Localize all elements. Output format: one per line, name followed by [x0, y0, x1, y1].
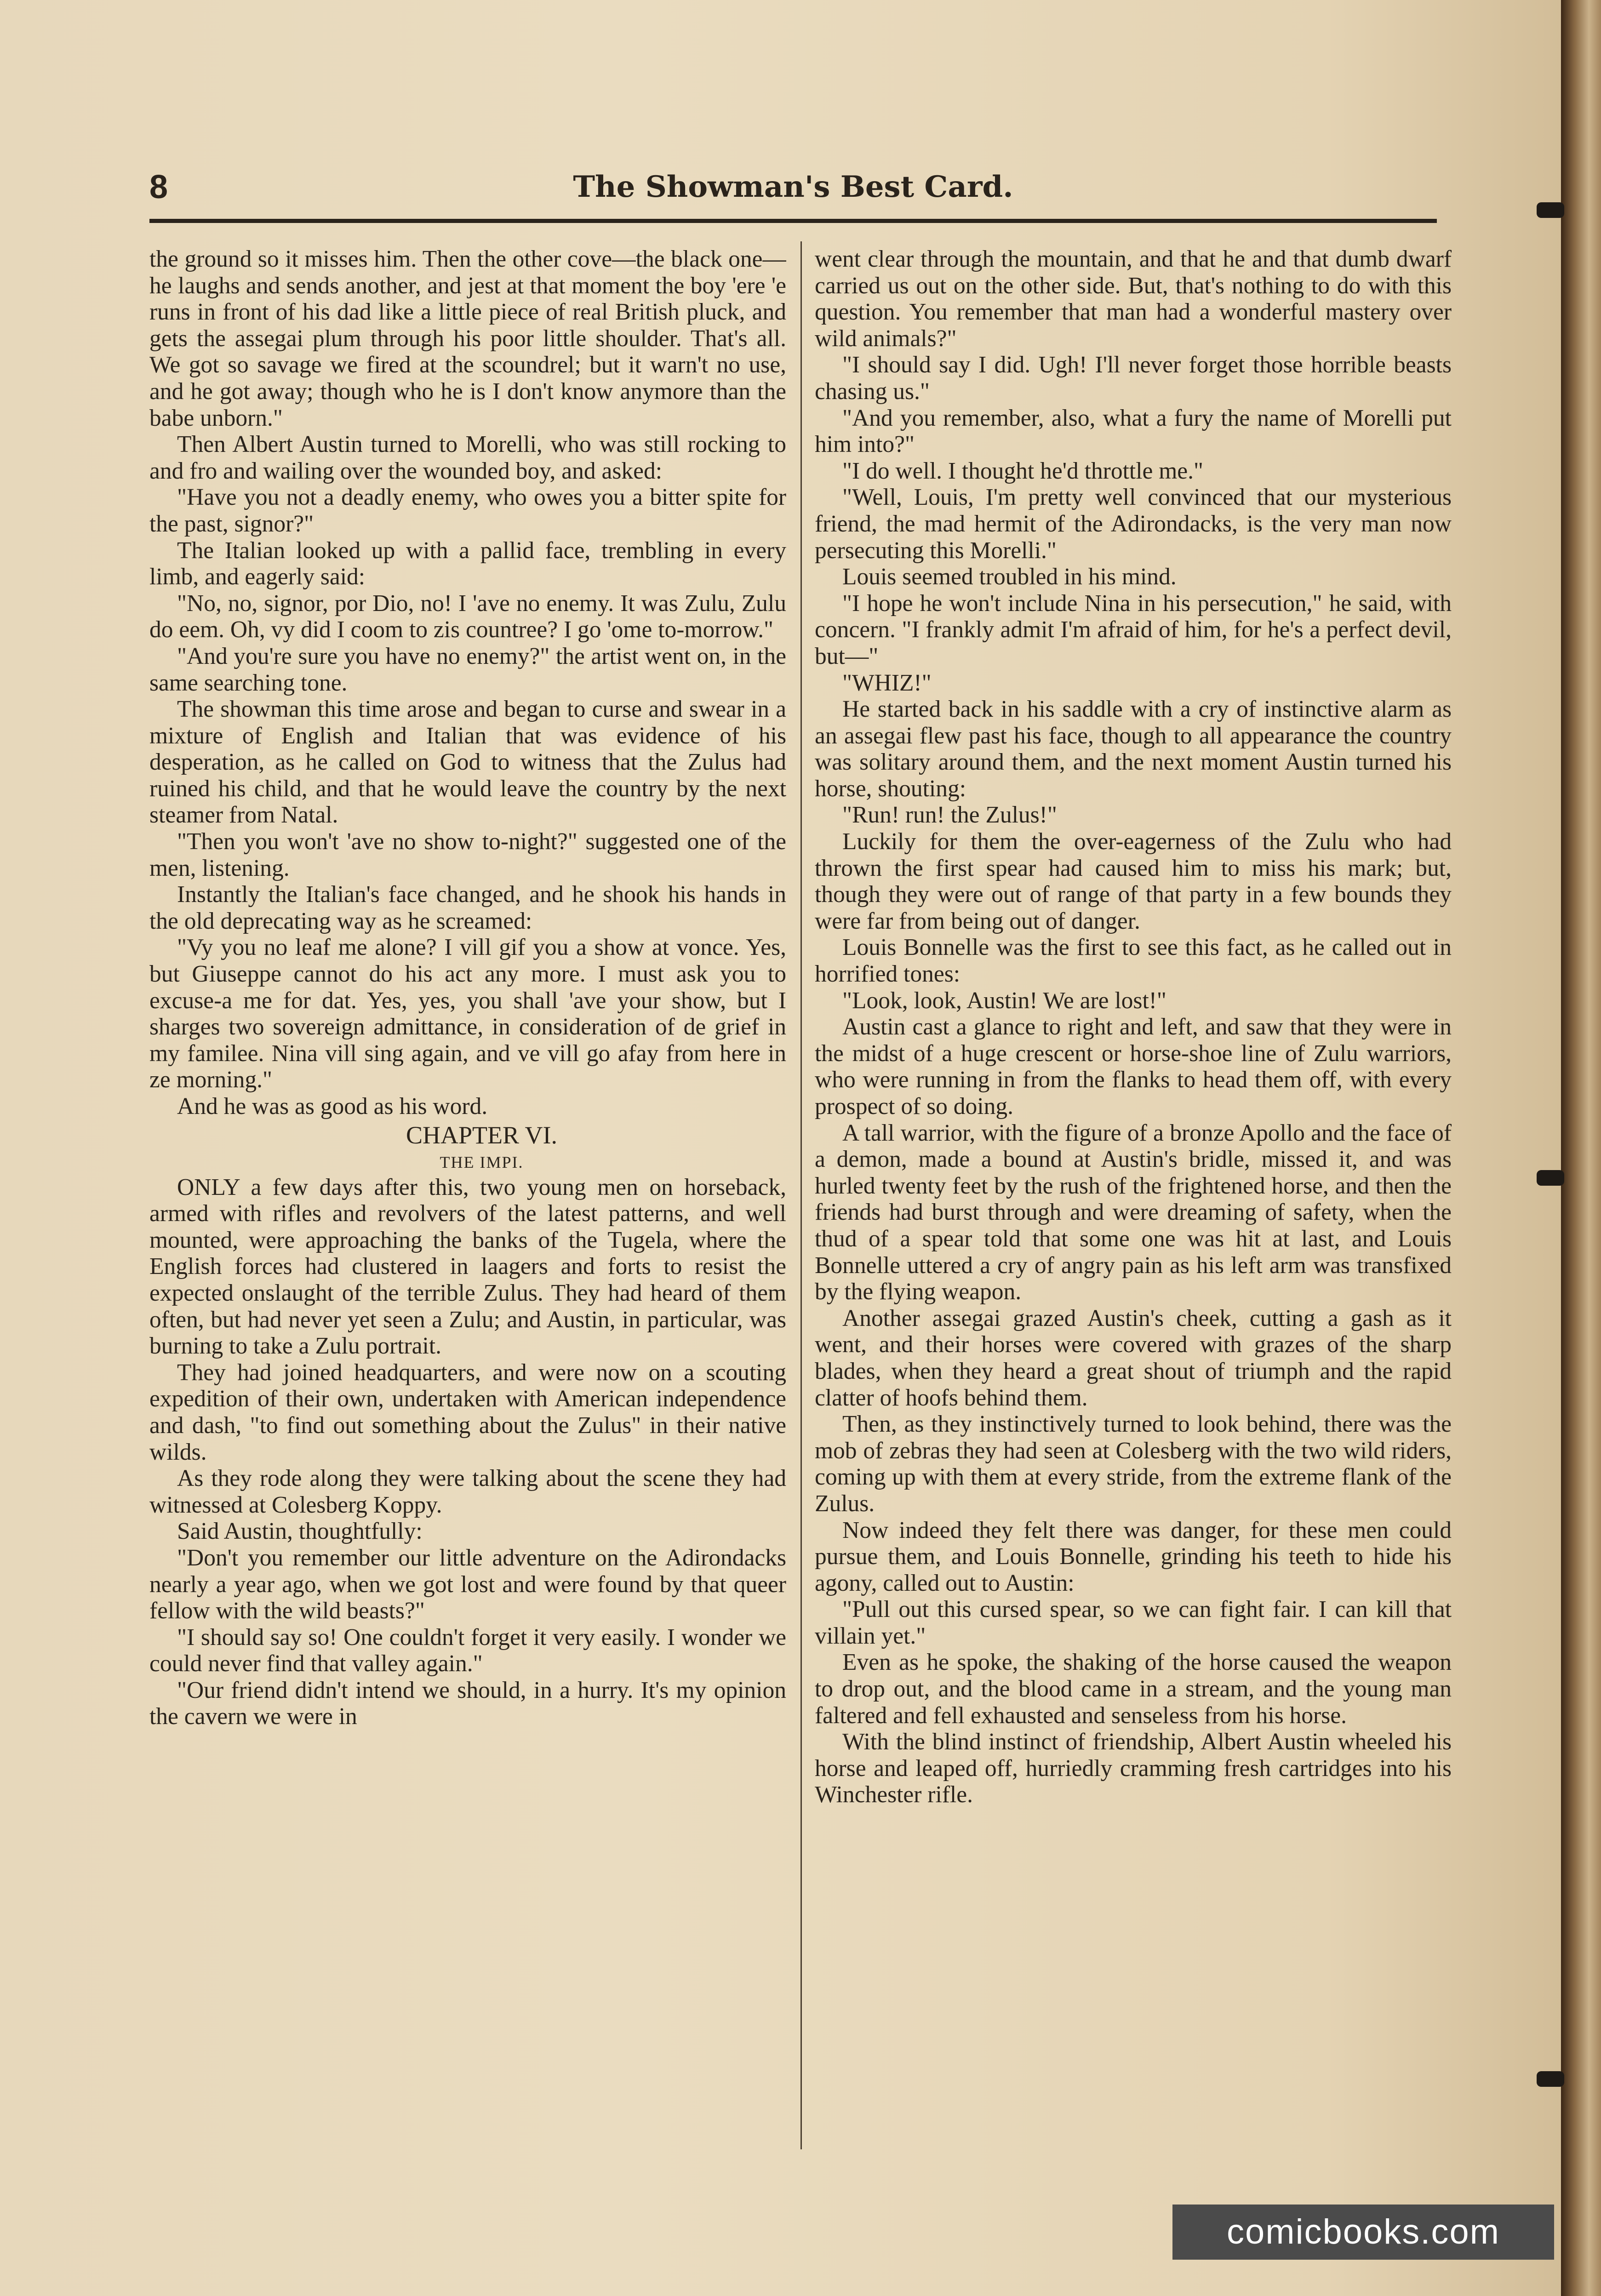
running-title: The Showman's Best Card. [573, 170, 1013, 204]
column-divider [800, 241, 802, 2149]
page-number: 8 [149, 169, 168, 206]
paragraph: Now indeed they felt there was danger, for these men could pursue them, and Louis Bonnelle, grinding his teeth to hide his agony, called out to Austin: [815, 1517, 1452, 1596]
paragraph: "And you're sure you have no enemy?" the artist went on, in the same searching tone. [149, 643, 786, 696]
paragraph: Then, as they instinctively turned to look behind, there was the mob of zebras they had seen at Colesberg with the two wild riders, coming up with them at every stride, from the extreme flank of the Zulus. [815, 1411, 1452, 1517]
binding-spine [1561, 0, 1601, 2296]
chapter-heading: CHAPTER VI. [406, 1121, 558, 1149]
paragraph: Austin cast a glance to right and left, and saw that they were in the midst of a huge crescent or horse-shoe line of Zulu warriors, who were running in from the flanks to head them off, with every prospect of so doing. [815, 1014, 1452, 1119]
paragraph: "Don't you remember our little adventure on the Adirondacks nearly a year ago, when we got lost and were found by that queer fellow with the wild beasts?" [149, 1544, 786, 1624]
paragraph: With the blind instinct of friendship, Albert Austin wheeled his horse and leaped off, hurriedly cramming fresh cartridges into his Winchester rifle. [815, 1729, 1452, 1808]
paragraph: As they rode along they were talking about the scene they had witnessed at Colesberg Koppy. [149, 1465, 786, 1518]
paragraph: "Pull out this cursed spear, so we can fight fair. I can kill that villain yet." [815, 1596, 1452, 1649]
page-header [149, 166, 1437, 217]
paragraph: went clear through the mountain, and that he and that dumb dwarf carried us out on the other side. But, that's nothing to do with this question. You remember that man had a wonderful mastery over wild animals?" [815, 246, 1452, 352]
paragraph: "Run! run! the Zulus!" [842, 802, 1057, 828]
header-rule [149, 219, 1437, 223]
paragraph: Louis seemed troubled in his mind. [842, 564, 1177, 590]
paragraph: "I hope he won't include Nina in his persecution," he said, with concern. "I frankly admit I'm afraid of him, for he's a perfect devil, but—" [815, 590, 1452, 669]
paragraph: Another assegai grazed Austin's cheek, cutting a gash as it went, and their horses were covered with grazes of the sharp blades, when they heard a great shout of triumph and the rapid clatter of hoofs behind them. [815, 1305, 1452, 1411]
paragraph: "Then you won't 'ave no show to-night?" suggested one of the men, listening. [149, 828, 786, 881]
right-column [815, 246, 1452, 2168]
paragraph: Instantly the Italian's face changed, and he shook his hands in the old deprecating way as he screamed: [149, 881, 786, 934]
paragraph: "Look, look, Austin! We are lost!" [842, 987, 1166, 1014]
paragraph: They had joined headquarters, and were now on a scouting expedition of their own, undertaken with American independence and dash, "to find out something about the Zulus" in their native wilds. [149, 1359, 786, 1465]
chapter-subheading: THE IMPI. [440, 1153, 524, 1171]
paragraph: the ground so it misses him. Then the other cove—the black one—he laughs and sends another, and jest at that moment the boy 'ere 'e runs in front of his dad like a little piece of real British pluck, and gets the assegai plum through his poor little shoulder. That's all. We got so savage we fired at the scoundrel; but it warn't no use, and he got away; though who he is I don't know anymore than the babe unborn." [149, 246, 786, 431]
paragraph: And he was as good as his word. [177, 1093, 488, 1119]
paragraph: Then Albert Austin turned to Morelli, who was still rocking to and fro and wailing over the wounded boy, and asked: [149, 431, 786, 484]
paragraph: "Vy you no leaf me alone? I vill gif you a show at vonce. Yes, but Giuseppe cannot do his act any more. I must ask you to excuse-a me for dat. Yes, yes, you shall 'ave your show, but I sharges two sovereign admittance, in consideration of de grief in my familee. Nina vill sing again, and ve vill go afay from here in ze morning." [149, 934, 786, 1093]
paragraph: Said Austin, thoughtfully: [177, 1518, 423, 1545]
paragraph: "Have you not a deadly enemy, who owes you a bitter spite for the past, signor?" [149, 484, 786, 537]
staple [1537, 1170, 1564, 1186]
paragraph: "Our friend didn't intend we should, in a hurry. It's my opinion the cavern we were in [149, 1677, 786, 1730]
staple [1537, 2071, 1564, 2087]
paragraph: "WHIZ!" [842, 669, 932, 696]
left-column [149, 246, 786, 2168]
staple [1537, 202, 1564, 218]
paragraph: "No, no, signor, por Dio, no! I 'ave no enemy. It was Zulu, Zulu do eem. Oh, vy did I coom to zis countree? I go 'ome to-morrow." [149, 590, 786, 643]
watermark-logo: comicbooks.com [1172, 2205, 1554, 2260]
paragraph: "And you remember, also, what a fury the name of Morelli put him into?" [815, 405, 1452, 458]
paragraph: ONLY a few days after this, two young men on horseback, armed with rifles and revolvers of the latest patterns, and well mounted, were approaching the banks of the Tugela, where the English forces had clustered in laagers and forts to resist the expected onslaught of the terrible Zulus. They had heard of them often, but had never yet seen a Zulu; and Austin, in particular, was burning to take a Zulu portrait. [149, 1174, 786, 1359]
paragraph: Even as he spoke, the shaking of the horse caused the weapon to drop out, and the blood came in a stream, and the young man faltered and fell exhausted and senseless from his horse. [815, 1649, 1452, 1729]
paragraph: A tall warrior, with the figure of a bronze Apollo and the face of a demon, made a bound at Austin's bridle, missed it, and was hurled twenty feet by the rush of the frightened horse, and then the friends had burst through and were dreaming of safety, when the thud of a spear told that some one was hit at last, and Louis Bonnelle uttered a cry of angry pain as his left arm was transfixed by the flying weapon. [815, 1119, 1452, 1305]
paragraph: "I should say so! One couldn't forget it very easily. I wonder we could never find that valley again." [149, 1624, 786, 1677]
paragraph: Louis Bonnelle was the first to see this fact, as he called out in horrified tones: [815, 934, 1452, 988]
paragraph: Luckily for them the over-eagerness of the Zulu who had thrown the first spear had caused him to miss his mark; but, though they were out of range of that party in a few bounds they were far from being out of danger. [815, 828, 1452, 934]
paragraph: The Italian looked up with a pallid face, trembling in every limb, and eagerly said: [149, 537, 786, 590]
paragraph: "I do well. I thought he'd throttle me." [842, 457, 1204, 484]
paragraph: He started back in his saddle with a cry of instinctive alarm as an assegai flew past his face, though to all appearance the country was solitary around them, and the next moment Austin turned his horse, shouting: [815, 696, 1452, 802]
paragraph: "Well, Louis, I'm pretty well convinced that our mysterious friend, the mad hermit of the Adirondacks, is the very man now persecuting this Morelli." [815, 484, 1452, 564]
paragraph: The showman this time arose and began to curse and swear in a mixture of English and Italian that was evidence of his desperation, as he called on God to witness that the Zulus had ruined his child, and that he would leave the country by the next steamer from Natal. [149, 696, 786, 828]
paragraph: "I should say I did. Ugh! I'll never forget those horrible beasts chasing us." [815, 352, 1452, 405]
